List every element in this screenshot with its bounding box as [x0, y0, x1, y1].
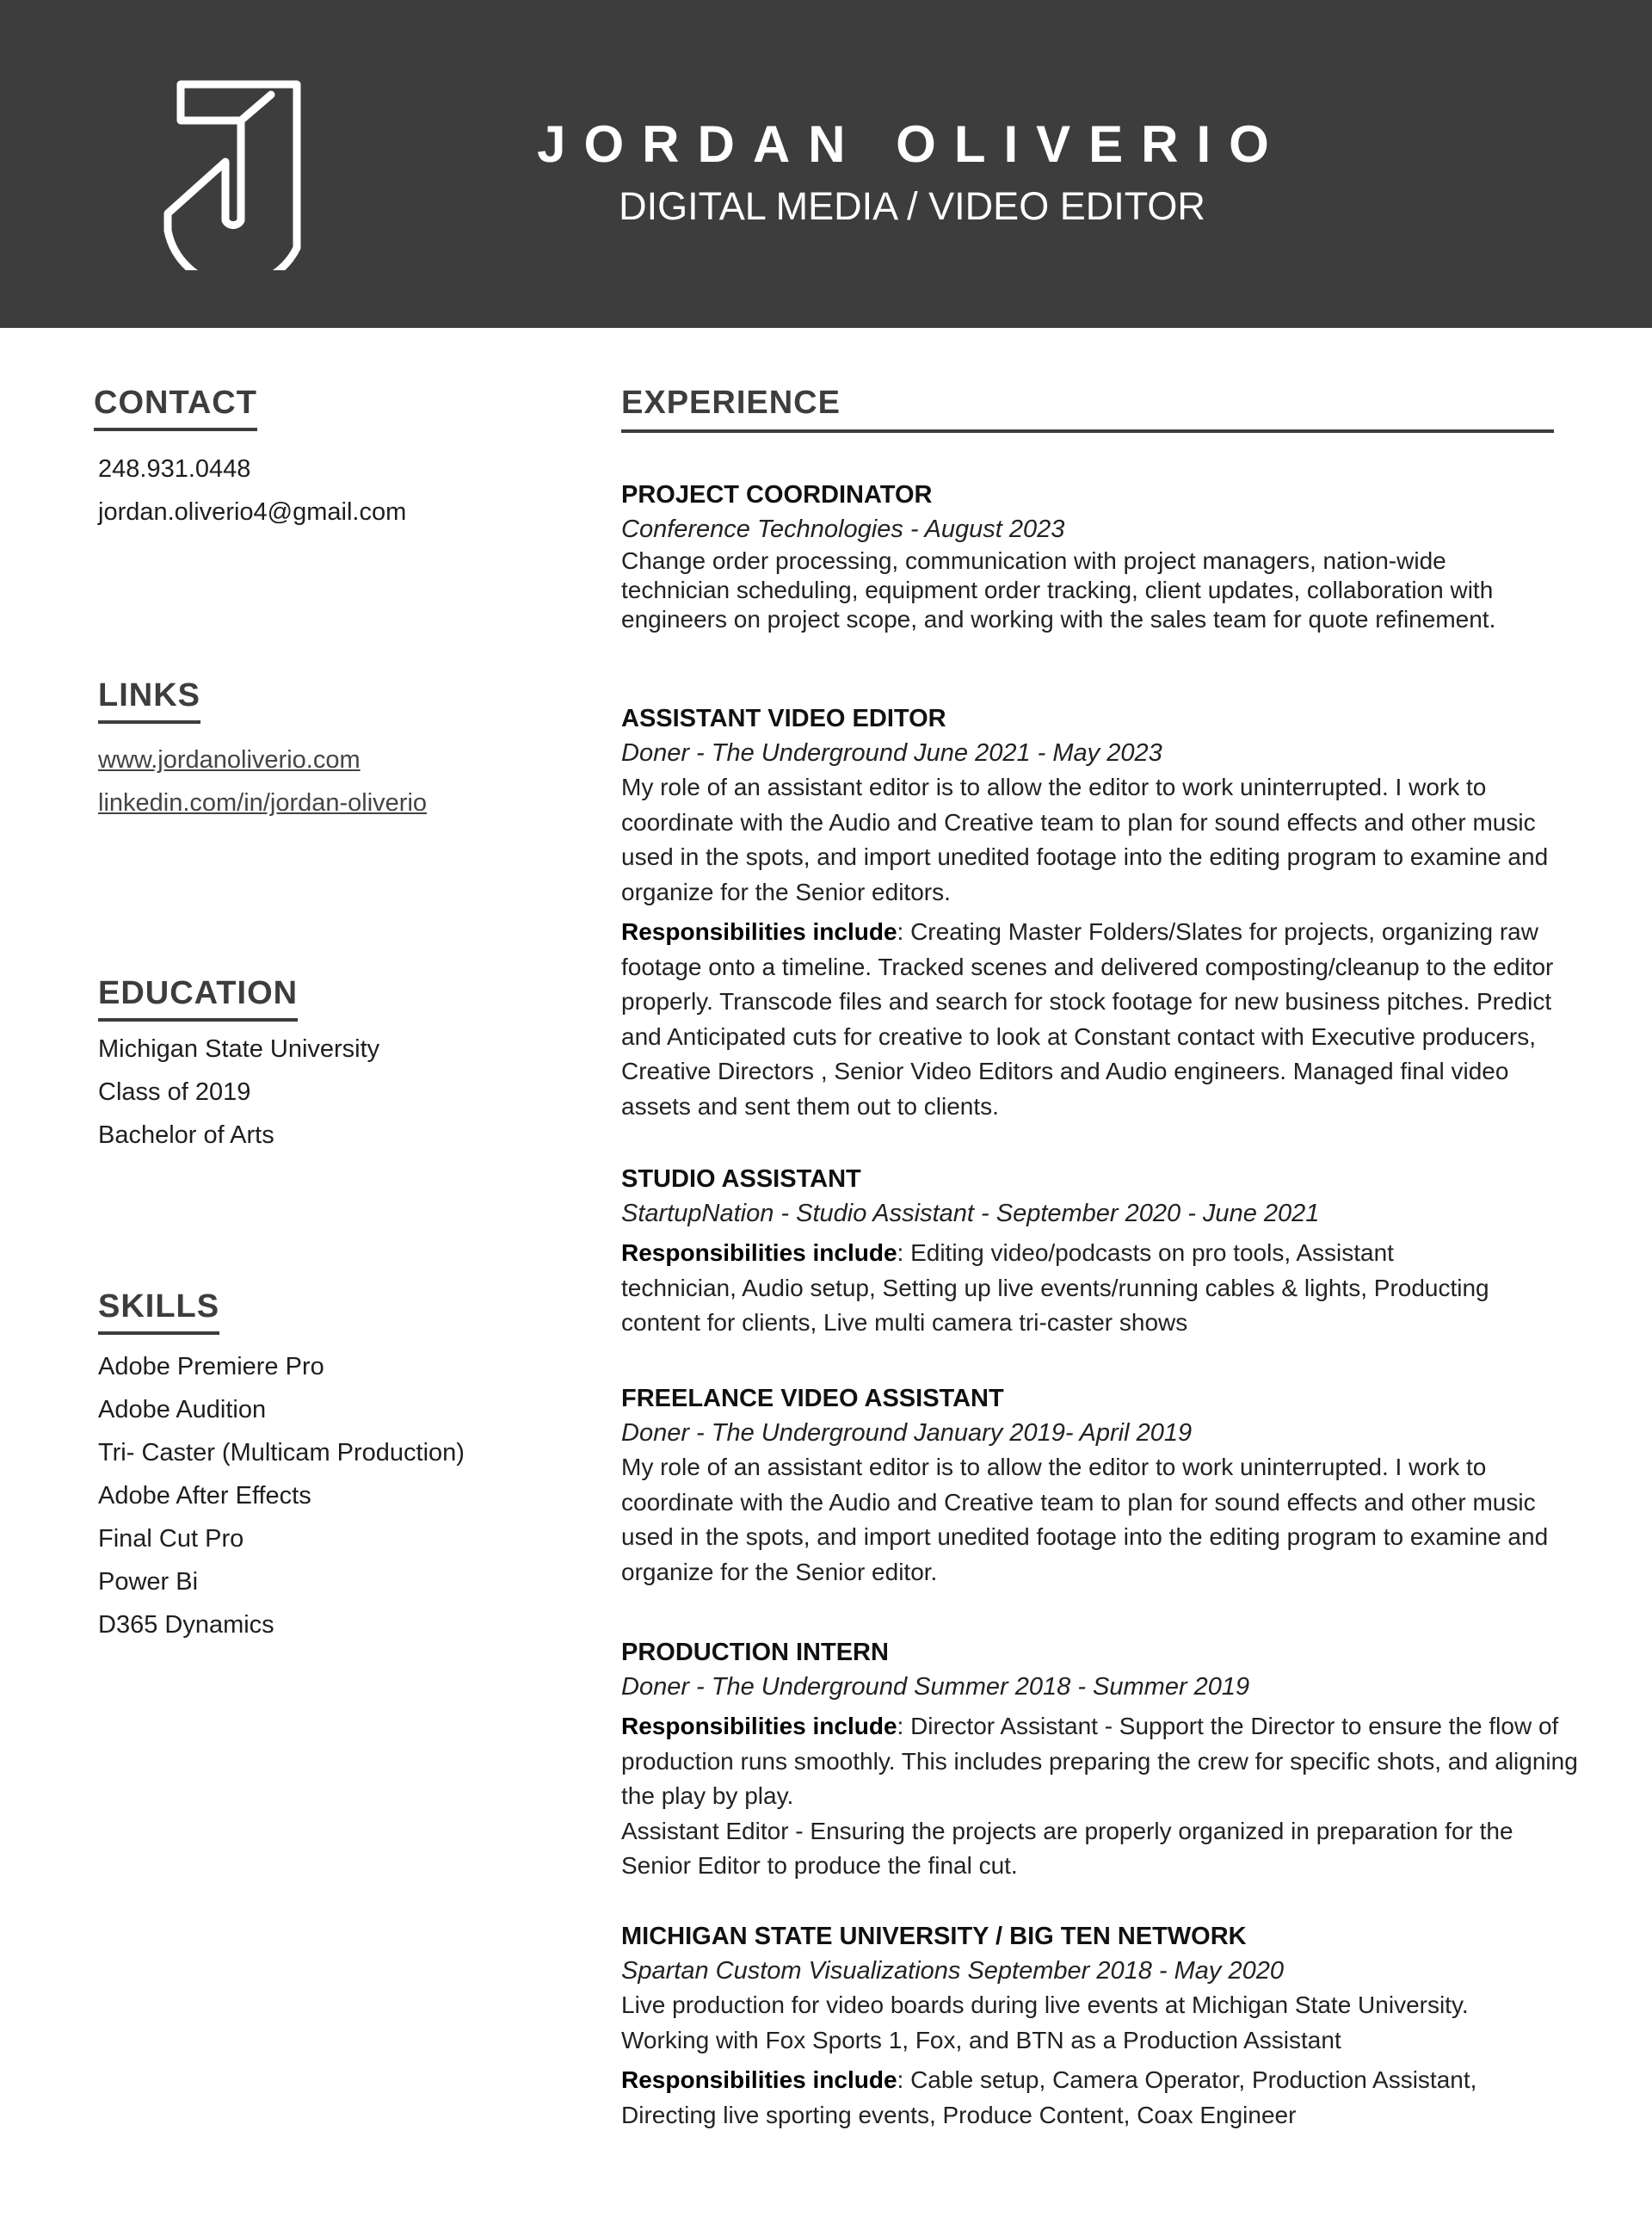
links-list: [98, 738, 427, 824]
job-entry: [621, 1381, 1585, 1590]
education-item: Class of 2019: [98, 1078, 251, 1106]
candidate-title: DIGITAL MEDIA / VIDEO EDITOR: [619, 184, 1205, 228]
job-title: ASSISTANT VIDEO EDITOR: [621, 705, 946, 732]
job-title: MICHIGAN STATE UNIVERSITY / BIG TEN NETWORK: [621, 1923, 1247, 1950]
education-item: Michigan State University: [98, 1035, 380, 1063]
responsibilities-text: : Director Assistant - Support the Director to ensure the flow of production runs smoothly. This includes preparing the crew for specific shots, and aligning the play by play.: [621, 1713, 1578, 1809]
skills-heading: SKILLS: [98, 1287, 219, 1335]
skills-list: [98, 1345, 465, 1646]
website-link[interactable]: www.jordanoliverio.com: [98, 746, 361, 774]
job-subtitle: Doner - The Underground Summer 2018 - Summer 2019: [621, 1673, 1250, 1701]
contact-list: [98, 448, 406, 534]
job-subtitle: Doner - The Underground January 2019- April 2019: [621, 1419, 1193, 1447]
skill-item: Final Cut Pro: [98, 1525, 244, 1553]
job-subtitle: StartupNation - Studio Assistant - September 2020 - June 2021: [621, 1200, 1320, 1227]
job-subtitle: Doner - The Underground June 2021 - May 2023: [621, 739, 1162, 767]
responsibilities-label: Responsibilities include: [621, 1713, 897, 1739]
job-description: My role of an assistant editor is to allow the editor to work uninterrupted. I work to coordinate with the Audio and Creative team to plan for sound effects and other music used in the spots, and import unedited footage into the editing program to examine and organize for the Senior editor.: [621, 1454, 1549, 1585]
job-responsibilities: [621, 1236, 1507, 1341]
skill-item: Adobe After Effects: [98, 1482, 311, 1510]
job-title: PROJECT COORDINATOR: [621, 481, 933, 509]
job-description: Live production for video boards during live events at Michigan State University. Working with Fox Sports 1, Fox, and BTN as a Production Assistant: [621, 1991, 1469, 2053]
experience-section: [621, 383, 1585, 2128]
skill-item: Adobe Audition: [98, 1396, 267, 1423]
skill-item: Power Bi: [98, 1568, 199, 1596]
job-title: FREELANCE VIDEO ASSISTANT: [621, 1385, 1004, 1412]
job-entry: [621, 1635, 1585, 1884]
candidate-name: JORDAN OLIVERIO: [537, 115, 1287, 173]
job-entry: [621, 1919, 1585, 2133]
responsibilities-label: Responsibilities include: [621, 2066, 897, 2093]
job-responsibilities: [621, 2063, 1550, 2133]
job-title: STUDIO ASSISTANT: [621, 1165, 861, 1193]
experience-heading: EXPERIENCE: [621, 383, 1554, 433]
job-responsibilities: [621, 1709, 1585, 1814]
education-heading: EDUCATION: [98, 973, 298, 1022]
responsibilities-text: : Creating Master Folders/Slates for projects, organizing raw footage onto a timeline. Tracked scenes and delivered composting/cleanup to the editor properly. Transcode files and search for stock footage for new business pitches. Predict and Anticipated cuts for creative to look at Constant contact with Executive producers, Creative Directors , Senior Video Editors and Audio engineers. Managed final video assets and sent them out to clients.: [621, 918, 1554, 1120]
skill-item: Tri- Caster (Multicam Production): [98, 1439, 465, 1467]
responsibilities-label: Responsibilities include: [621, 1239, 897, 1266]
responsibilities-text: : Editing video/podcasts on pro tools, Assistant technician, Audio setup, Setting up live events/running cables & lights, Producting content for clients, Live multi camera tri-caster shows: [621, 1239, 1489, 1336]
skill-item: D365 Dynamics: [98, 1611, 274, 1639]
education-item: Bachelor of Arts: [98, 1121, 274, 1149]
job-entry: [621, 701, 1585, 1124]
job-title: PRODUCTION INTERN: [621, 1639, 889, 1666]
job-description: Change order processing, communication with project managers, nation-wide technician scheduling, equipment order tracking, client updates, collaboration with engineers on project scope, and working with the sales team for quote refinement.: [621, 547, 1496, 633]
job-subtitle: Spartan Custom Visualizations September 2018 - May 2020: [621, 1957, 1285, 1985]
job-entry: [621, 1162, 1585, 1341]
education-list: [98, 1028, 379, 1157]
linkedin-link[interactable]: linkedin.com/in/jordan-oliverio: [98, 789, 428, 817]
skill-item: Adobe Premiere Pro: [98, 1353, 324, 1380]
job-responsibilities: [621, 915, 1585, 1124]
job-entry: [621, 478, 1585, 634]
job-subtitle: Conference Technologies - August 2023: [621, 516, 1065, 543]
responsibilities-label: Responsibilities include: [621, 918, 897, 945]
job-description: My role of an assistant editor is to allow the editor to work uninterrupted. I work to coordinate with the Audio and Creative team to plan for sound effects and other music used in the spots, and import unedited footage into the editing program to examine and organize for the Senior editors.: [621, 774, 1549, 905]
links-heading: LINKS: [98, 676, 200, 724]
phone-number: 248.931.0448: [98, 455, 251, 483]
header-banner: [0, 0, 1652, 328]
contact-heading: CONTACT: [94, 383, 257, 431]
email-address: jordan.oliverio4@gmail.com: [98, 498, 407, 526]
job-extra: Assistant Editor - Ensuring the projects are properly organized in preparation for the Senior Editor to produce the final cut.: [621, 1817, 1513, 1879]
letter-j-logo-icon: [163, 67, 310, 270]
responsibilities-text: : Cable setup, Camera Operator, Production Assistant, Directing live sporting events, Produce Content, Coax Engineer: [621, 2066, 1477, 2128]
